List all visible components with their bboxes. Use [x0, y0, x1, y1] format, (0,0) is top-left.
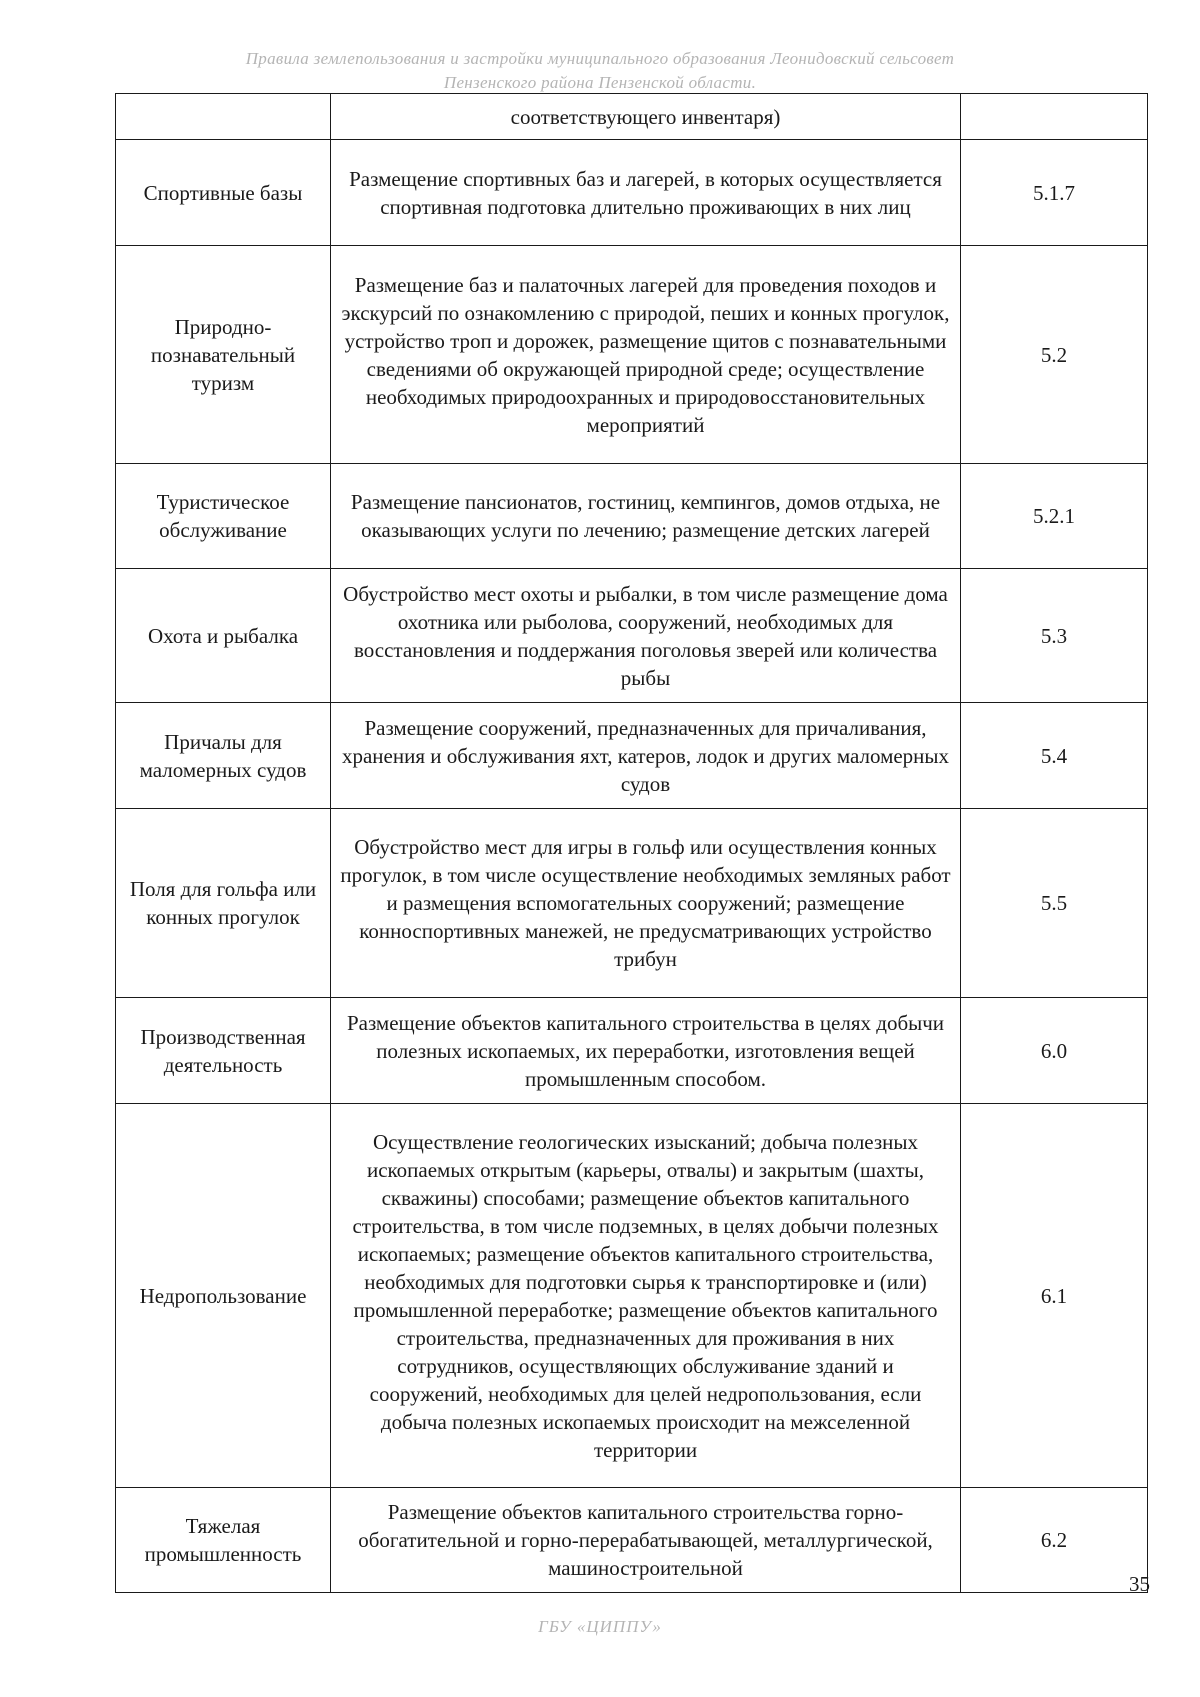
- header-line-1: Правила землепользования и застройки муниципального образования Леонидовский сельсовет: [245, 49, 955, 68]
- use-description-cell: Размещение объектов капитального строительства в целях добычи полезных ископаемых, их переработки, изготовления вещей промышленным способом.: [331, 998, 961, 1104]
- use-name-cell: Охота и рыбалка: [116, 569, 331, 703]
- table-row: [116, 1488, 1148, 1593]
- use-name-cell: Туристическое обслуживание: [116, 464, 331, 569]
- use-code-cell: 6.0: [961, 998, 1148, 1104]
- use-description-cell: Размещение спортивных баз и лагерей, в которых осуществляется спортивная подготовка длительно проживающих в них лиц: [331, 140, 961, 246]
- use-name-cell: Поля для гольфа или конных прогулок: [116, 809, 331, 998]
- use-name-cell: Спортивные базы: [116, 140, 331, 246]
- use-description-cell: Размещение сооружений, предназначенных для причаливания, хранения и обслуживания яхт, катеров, лодок и других маломерных судов: [331, 703, 961, 809]
- use-description-cell: соответствующего инвентаря): [331, 94, 961, 140]
- use-description-cell: Осуществление геологических изысканий; добыча полезных ископаемых открытым (карьеры, отвалы) и закрытым (шахты, скважины) способами; размещение объектов капитального строительства, в том числе подземных, в целях добычи полезных ископаемых; размещение объектов капитального строительства, необходимых для подготовки сырья к транспортировке и (или) промышленной переработке; размещение объектов капитального строительства, предназначенных для проживания в них сотрудников, осуществляющих обслуживание зданий и сооружений, необходимых для целей недропользования, если добыча полезных ископаемых происходит на межселенной территории: [331, 1104, 961, 1488]
- use-code-cell: 5.2.1: [961, 464, 1148, 569]
- use-description-cell: Обустройство мест для игры в гольф или осуществления конных прогулок, в том числе осуществление необходимых земляных работ и размещения вспомогательных сооружений; размещение конноспортивных манежей, не предусматривающих устройство трибун: [331, 809, 961, 998]
- table-row: [116, 809, 1148, 998]
- use-code-cell: 5.3: [961, 569, 1148, 703]
- use-description-cell: Размещение объектов капитального строительства горно-обогатительной и горно-перерабатывающей, металлургической, машиностроительной: [331, 1488, 961, 1593]
- table-row: [116, 94, 1148, 140]
- use-name-cell: Производственная деятельность: [116, 998, 331, 1104]
- use-code-cell: 5.1.7: [961, 140, 1148, 246]
- use-name-cell: [116, 94, 331, 140]
- use-code-cell: 5.4: [961, 703, 1148, 809]
- land-use-table: [115, 93, 1148, 1593]
- table-row: [116, 464, 1148, 569]
- table-row: [116, 246, 1148, 464]
- use-name-cell: Тяжелая промышленность: [116, 1488, 331, 1593]
- use-description-cell: Размещение пансионатов, гостиниц, кемпингов, домов отдыха, не оказывающих услуги по лечению; размещение детских лагерей: [331, 464, 961, 569]
- use-code-cell: [961, 94, 1148, 140]
- running-footer: ГБУ «ЦИППУ»: [538, 1617, 662, 1636]
- table-row: [116, 140, 1148, 246]
- table-row: [116, 1104, 1148, 1488]
- use-name-cell: Недропользование: [116, 1104, 331, 1488]
- use-code-cell: 6.1: [961, 1104, 1148, 1488]
- header-line-2: Пензенского района Пензенской области.: [443, 73, 757, 92]
- table-row: [116, 998, 1148, 1104]
- use-code-cell: 5.5: [961, 809, 1148, 998]
- use-description-cell: Размещение баз и палаточных лагерей для проведения походов и экскурсий по ознакомлению с природой, пеших и конных прогулок, устройство троп и дорожек, размещение щитов с познавательными сведениями об окружающей природной среде; осуществление необходимых природоохранных и природовосстановительных мероприятий: [331, 246, 961, 464]
- use-name-cell: Причалы для маломерных судов: [116, 703, 331, 809]
- use-code-cell: 6.2: [961, 1488, 1148, 1593]
- use-name-cell: Природно-познавательный туризм: [116, 246, 331, 464]
- table-row: [116, 569, 1148, 703]
- page-number: 35: [1129, 1572, 1150, 1596]
- table-row: [116, 703, 1148, 809]
- use-code-cell: 5.2: [961, 246, 1148, 464]
- use-description-cell: Обустройство мест охоты и рыбалки, в том числе размещение дома охотника или рыболова, сооружений, необходимых для восстановления и поддержания поголовья зверей или количества рыбы: [331, 569, 961, 703]
- running-header: [150, 47, 1050, 95]
